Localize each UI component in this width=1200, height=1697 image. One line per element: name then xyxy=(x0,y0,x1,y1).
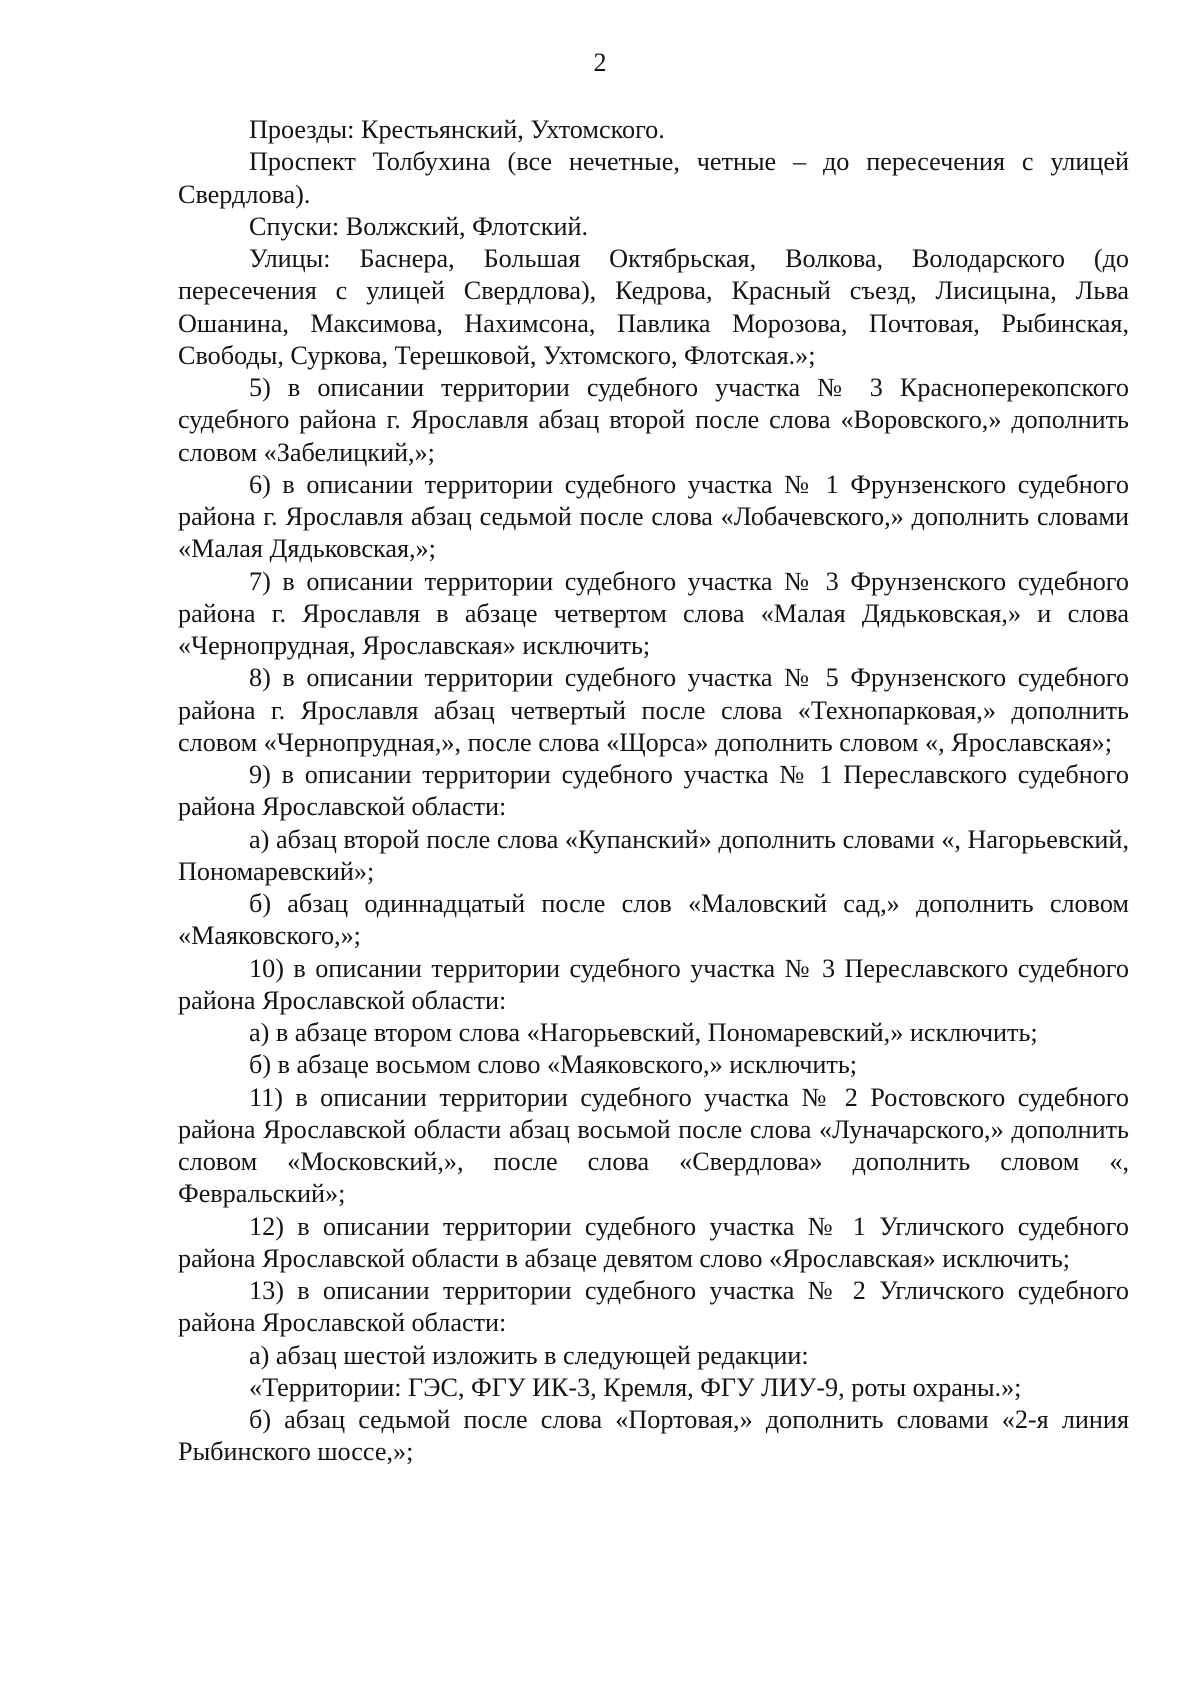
paragraph: 9) в описании территории судебного участка № 1 Переславского судебного района Ярославской области: xyxy=(178,760,1129,822)
paragraph: б) абзац одиннадцатый после слов «Маловский сад,» дополнить словом «Маяковского,»; xyxy=(178,889,1129,951)
paragraph: 13) в описании территории судебного участка № 2 Угличского судебного района Ярославской области: xyxy=(178,1276,1129,1338)
paragraph: б) в абзаце восьмом слово «Маяковского,» исключить; xyxy=(249,1050,858,1080)
paragraph: а) абзац второй после слова «Купанский» дополнить словами «, Нагорьевский, Пономаревский»; xyxy=(178,824,1129,886)
paragraph: 12) в описании территории судебного участка № 1 Угличского судебного района Ярославской области в абзаце девятом слово «Ярославская» исключить; xyxy=(178,1211,1129,1273)
paragraph: а) абзац шестой изложить в следующей редакции: xyxy=(249,1340,809,1370)
document-body xyxy=(178,114,1129,1469)
paragraph: Проезды: Крестьянский, Ухтомского. xyxy=(249,115,665,144)
paragraph: Проспект Толбухина (все нечетные, четные – до пересечения с улицей Свердлова). xyxy=(178,147,1129,209)
paragraph: Спуски: Волжский, Флотский. xyxy=(249,211,589,241)
paragraph: 8) в описании территории судебного участка № 5 Фрунзенского судебного района г. Ярославля абзац четвертый после слова «Технопарковая,» дополнить словом «Чернопрудная,», после слова «Щорса» дополнить словом «, Ярославская»; xyxy=(178,663,1129,757)
paragraph: б) абзац седьмой после слова «Портовая,» дополнить словами «2-я линия Рыбинского шоссе,»; xyxy=(178,1405,1129,1467)
page-number: 2 xyxy=(593,48,607,77)
paragraph: 11) в описании территории судебного участка № 2 Ростовского судебного района Ярославской области абзац восьмой после слова «Луначарского,» дополнить словом «Московский,», после слова «Свердлова» дополнить словом «, Февральский»; xyxy=(178,1082,1129,1209)
paragraph: 6) в описании территории судебного участка № 1 Фрунзенского судебного района г. Ярославля абзац седьмой после слова «Лобачевского,» дополнить словами «Малая Дядьковская,»; xyxy=(178,469,1129,564)
paragraph: Улицы: Баснера, Большая Октябрьская, Волкова, Володарского (до пересечения с улицей Свердлова), Кедрова, Красный съезд, Лисицына, Льва Ошанина, Максимова, Нахимсона, Павлика Морозова, Почтовая, Рыбинская, Свободы, Суркова, Терешковой, Ухтомского, Флотская.»; xyxy=(178,244,1129,370)
paragraph: 7) в описании территории судебного участка № 3 Фрунзенского судебного района г. Ярославля в абзаце четвертом слова «Малая Дядьковская,» и слова «Чернопрудная, Ярославская» исключить; xyxy=(178,566,1129,660)
paragraph: «Территории: ГЭС, ФГУ ИК-3, Кремля, ФГУ ЛИУ-9, роты охраны.»; xyxy=(249,1372,1022,1402)
paragraph: 10) в описании территории судебного участка № 3 Переславского судебного района Ярославской области: xyxy=(178,953,1129,1015)
paragraph: а) в абзаце втором слова «Нагорьевский, Пономаревский,» исключить; xyxy=(249,1018,1038,1047)
paragraph: 5) в описании территории судебного участка № 3 Красноперекопского судебного района г. Ярославля абзац второй после слова «Воровского,» дополнить словом «Забелицкий,»; xyxy=(178,373,1129,467)
